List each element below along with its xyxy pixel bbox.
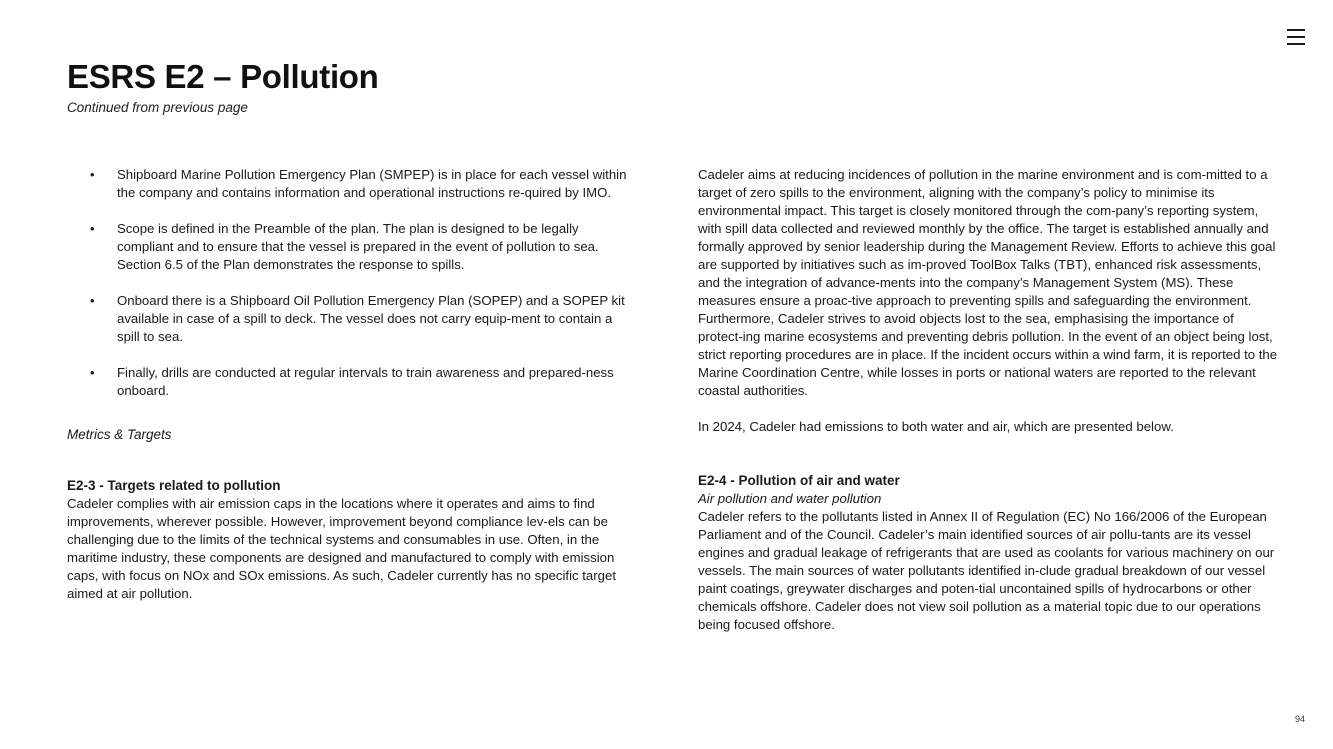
left-column	[67, 166, 637, 603]
page-title: ESRS E2 – Pollution	[67, 58, 379, 95]
e2-4-heading: E2-4 - Pollution of air and water	[698, 473, 900, 488]
bullet-item-smpep: • Shipboard Marine Pollution Emergency Plan (SMPEP) is in place for each vessel within the company and contains information and operational instructions re-quired by IMO.	[67, 166, 627, 202]
menu-line	[1287, 43, 1305, 45]
hamburger-menu-icon[interactable]	[1287, 29, 1305, 45]
menu-line	[1287, 36, 1305, 38]
right-column	[698, 166, 1278, 634]
bullet-item-scope: • Scope is defined in the Preamble of the plan. The plan is designed to be legally compliant and to ensure that the vessel is prepared in the event of pollution to sea. Section 6.5 of the Plan demonstrates the response to spills.	[67, 220, 627, 274]
e2-4-subheading: Air pollution and water pollution	[698, 491, 882, 506]
e2-3-heading: E2-3 - Targets related to pollution	[67, 478, 281, 493]
e2-4-body: Cadeler refers to the pollutants listed in Annex II of Regulation (EC) No 166/2006 of the European Parliament and of the Council. Cadeler’s main identified sources of air pollu-tants are its vessel engines and gradual leakage of refrigerants that are used as coolants for various machinery on our vessels. The main sources of water pollutants identified in-clude gradual breakdown of our vessel paint coatings, greywater discharges and poten-tial uncontained spills of hydrocarbons or other chemicals offshore. Cadeler does not view soil pollution as a material topic due to our operations being focused offshore.	[698, 509, 1275, 632]
bullet-item-sopep: • Onboard there is a Shipboard Oil Pollution Emergency Plan (SOPEP) and a SOPEP kit available in case of a spill to deck. The vessel does not carry equip-ment to contain a spill to sea.	[67, 292, 627, 346]
emissions-note: In 2024, Cadeler had emissions to both water and air, which are presented below.	[698, 419, 1174, 434]
page-subtitle: Continued from previous page	[67, 100, 248, 115]
bullet-item-drills: • Finally, drills are conducted at regular intervals to train awareness and prepared-ness onboard.	[67, 364, 627, 400]
menu-line	[1287, 29, 1305, 31]
section-label-metrics-targets: Metrics & Targets	[67, 427, 172, 442]
page-number: 94	[1295, 714, 1306, 724]
e2-3-body: Cadeler complies with air emission caps in the locations where it operates and aims to find improvements, wherever possible. However, improvement beyond compliance lev-els can be challenging due to the limits of the technical systems and consumables in use. Often, in the maritime industry, these components are designed and manufactured to comply with emission caps, with focus on NOx and SOx emissions. As such, Cadeler currently has no specific target aimed at air pollution.	[67, 496, 616, 601]
bullet-list	[67, 166, 637, 400]
zero-spills-paragraph: Cadeler aims at reducing incidences of pollution in the marine environment and is com-mitted to a target of zero spills to the environment, aligning with the company’s policy to minimise its environmental impact. This target is closely monitored through the com-pany’s reporting system, with spill data collected and reviewed monthly by the office. The target is established annually and formally approved by senior leadership during the Management Review. Efforts to achieve this goal are supported by initiatives such as im-proved ToolBox Talks (TBT), enhanced risk assessments, and the integration of advance-ments into the company’s Management System (MS). These measures ensure a proac-tive approach to preventing spills and safeguarding the environment. Furthermore, Cadeler strives to avoid objects lost to the sea, emphasising the importance of protect-ing marine ecosystems and preventing debris pollution. In the event of an object being lost, strict reporting procedures are in place. If the incident occurs within a wind farm, it is reported to the Marine Coordination Centre, while losses in ports or national waters are reported to the relevant coastal authorities.	[698, 167, 1278, 398]
